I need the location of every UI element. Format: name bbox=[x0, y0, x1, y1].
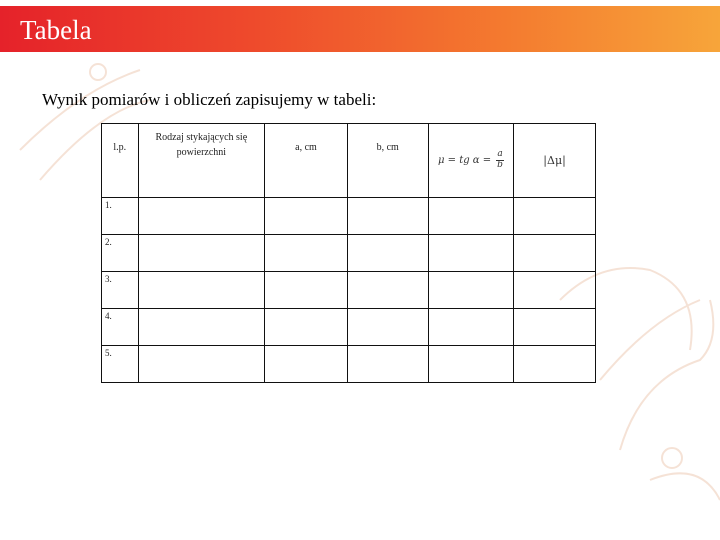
cell-delta-mu bbox=[514, 198, 596, 235]
cell-mu bbox=[428, 235, 514, 272]
cell-b bbox=[347, 272, 428, 309]
cell-surface bbox=[138, 235, 265, 272]
cell-b bbox=[347, 198, 428, 235]
cell-a bbox=[265, 272, 348, 309]
cell-delta-mu bbox=[514, 346, 596, 383]
mu-formula-left: μ = tg α = bbox=[437, 155, 492, 166]
cell-b bbox=[347, 235, 428, 272]
mu-fraction bbox=[496, 150, 503, 171]
cell-a bbox=[265, 235, 348, 272]
header-a: a, cm bbox=[265, 124, 348, 198]
cell-surface bbox=[138, 309, 265, 346]
header-b: b, cm bbox=[347, 124, 428, 198]
row-number: 3. bbox=[102, 272, 139, 309]
table-row bbox=[102, 198, 596, 235]
table-header-row bbox=[102, 124, 596, 198]
cell-mu bbox=[428, 272, 514, 309]
mu-numerator: a bbox=[497, 149, 503, 160]
header-delta-mu: |Δμ| bbox=[514, 124, 596, 198]
cell-a bbox=[265, 346, 348, 383]
cell-mu bbox=[428, 198, 514, 235]
cell-a bbox=[265, 198, 348, 235]
table-row bbox=[102, 235, 596, 272]
cell-delta-mu bbox=[514, 235, 596, 272]
header-surface-type: Rodzaj stykających się powierzchni bbox=[138, 124, 265, 198]
header-lp: l.p. bbox=[102, 124, 139, 198]
mu-denominator: b bbox=[497, 160, 503, 170]
row-number: 5. bbox=[102, 346, 139, 383]
table-row bbox=[102, 272, 596, 309]
cell-surface bbox=[138, 272, 265, 309]
row-number: 1. bbox=[102, 198, 139, 235]
cell-b bbox=[347, 309, 428, 346]
row-number: 2. bbox=[102, 235, 139, 272]
cell-surface bbox=[138, 346, 265, 383]
page-title: Tabela bbox=[20, 15, 92, 45]
row-number: 4. bbox=[102, 309, 139, 346]
header-mu-formula bbox=[428, 124, 514, 198]
cell-a bbox=[265, 309, 348, 346]
measurement-table bbox=[101, 123, 596, 383]
cell-mu bbox=[428, 309, 514, 346]
instruction-text: Wynik pomiarów i obliczeń zapisujemy w tabeli: bbox=[42, 90, 377, 109]
cell-mu bbox=[428, 346, 514, 383]
cell-b bbox=[347, 346, 428, 383]
table-row bbox=[102, 346, 596, 383]
cell-surface bbox=[138, 198, 265, 235]
header-bar bbox=[0, 6, 720, 52]
cell-delta-mu bbox=[514, 309, 596, 346]
table-row bbox=[102, 309, 596, 346]
cell-delta-mu bbox=[514, 272, 596, 309]
